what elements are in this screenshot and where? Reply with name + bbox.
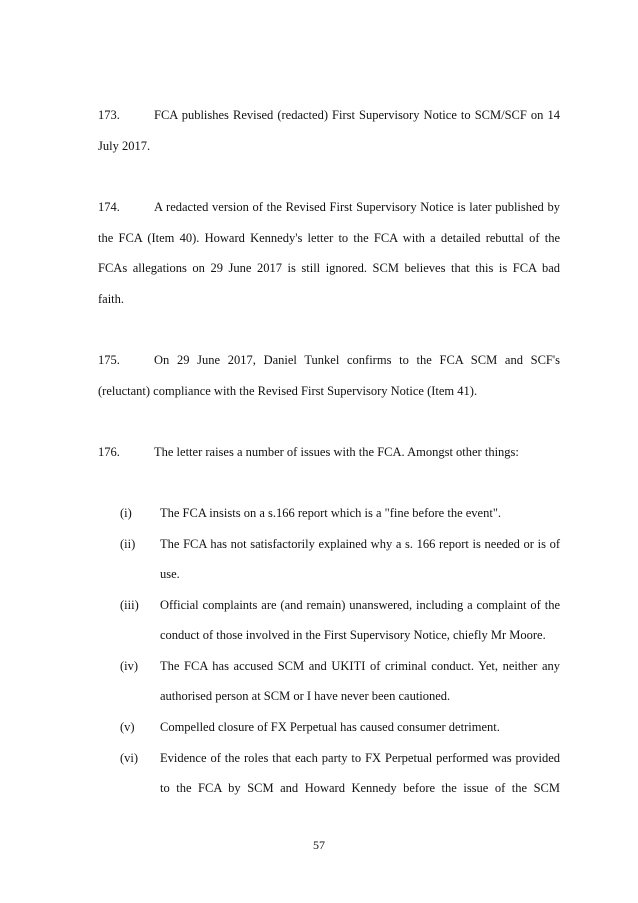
sub-item-text: to the FCA by SCM and Howard Kennedy before the issue of the SCM — [160, 781, 560, 795]
sub-item-label: (ii) — [120, 537, 136, 551]
sub-item-text: The FCA insists on a s.166 report which is a "fine before the event". — [160, 506, 502, 520]
paragraph-number: 174. — [98, 200, 120, 214]
paragraph-text-line: The letter raises a number of issues with the FCA. Amongst other things: — [154, 445, 519, 459]
sub-item-label: (i) — [120, 506, 132, 520]
sub-item-text: conduct of those involved in the First Supervisory Notice, chiefly Mr Moore. — [160, 628, 546, 642]
paragraph-text-line: A redacted version of the Revised First Supervisory Notice is later published by — [154, 200, 560, 214]
sub-item-label: (iii) — [120, 598, 139, 612]
sub-item-label: (iv) — [120, 659, 139, 673]
paragraph-text-line: the FCA (Item 40). Howard Kennedy's letter to the FCA with a detailed rebuttal of the — [98, 231, 560, 245]
paragraph-number: 176. — [98, 445, 120, 459]
paragraph-text-line: FCAs allegations on 29 June 2017 is still ignored. SCM believes that this is FCA bad — [98, 261, 560, 275]
paragraph-text-line: faith. — [98, 292, 125, 306]
sub-item-text: The FCA has accused SCM and UKITI of criminal conduct. Yet, neither any — [160, 659, 560, 673]
sub-item-text: Compelled closure of FX Perpetual has caused consumer detriment. — [160, 720, 500, 734]
paragraph-number: 173. — [98, 108, 120, 122]
sub-item-label: (vi) — [120, 751, 139, 765]
sub-item-text: Evidence of the roles that each party to FX Perpetual performed was provided — [160, 751, 560, 765]
paragraph-text-line: (reluctant) compliance with the Revised First Supervisory Notice (Item 41). — [98, 384, 478, 398]
sub-item-text: Official complaints are (and remain) unanswered, including a complaint of the — [160, 598, 560, 612]
paragraph-text-line: FCA publishes Revised (redacted) First Supervisory Notice to SCM/SCF on 14 — [154, 108, 560, 122]
paragraph-text-line: July 2017. — [98, 139, 151, 153]
sub-item-text: authorised person at SCM or I have never been cautioned. — [160, 689, 451, 703]
sub-item-label: (v) — [120, 720, 135, 734]
page-number: 57 — [313, 838, 325, 852]
paragraph-text-line: On 29 June 2017, Daniel Tunkel confirms to the FCA SCM and SCF's — [154, 353, 560, 367]
paragraph-number: 175. — [98, 353, 120, 367]
sub-item-text: use. — [160, 567, 180, 581]
sub-item-text: The FCA has not satisfactorily explained why a s. 166 report is needed or is of — [160, 537, 560, 551]
